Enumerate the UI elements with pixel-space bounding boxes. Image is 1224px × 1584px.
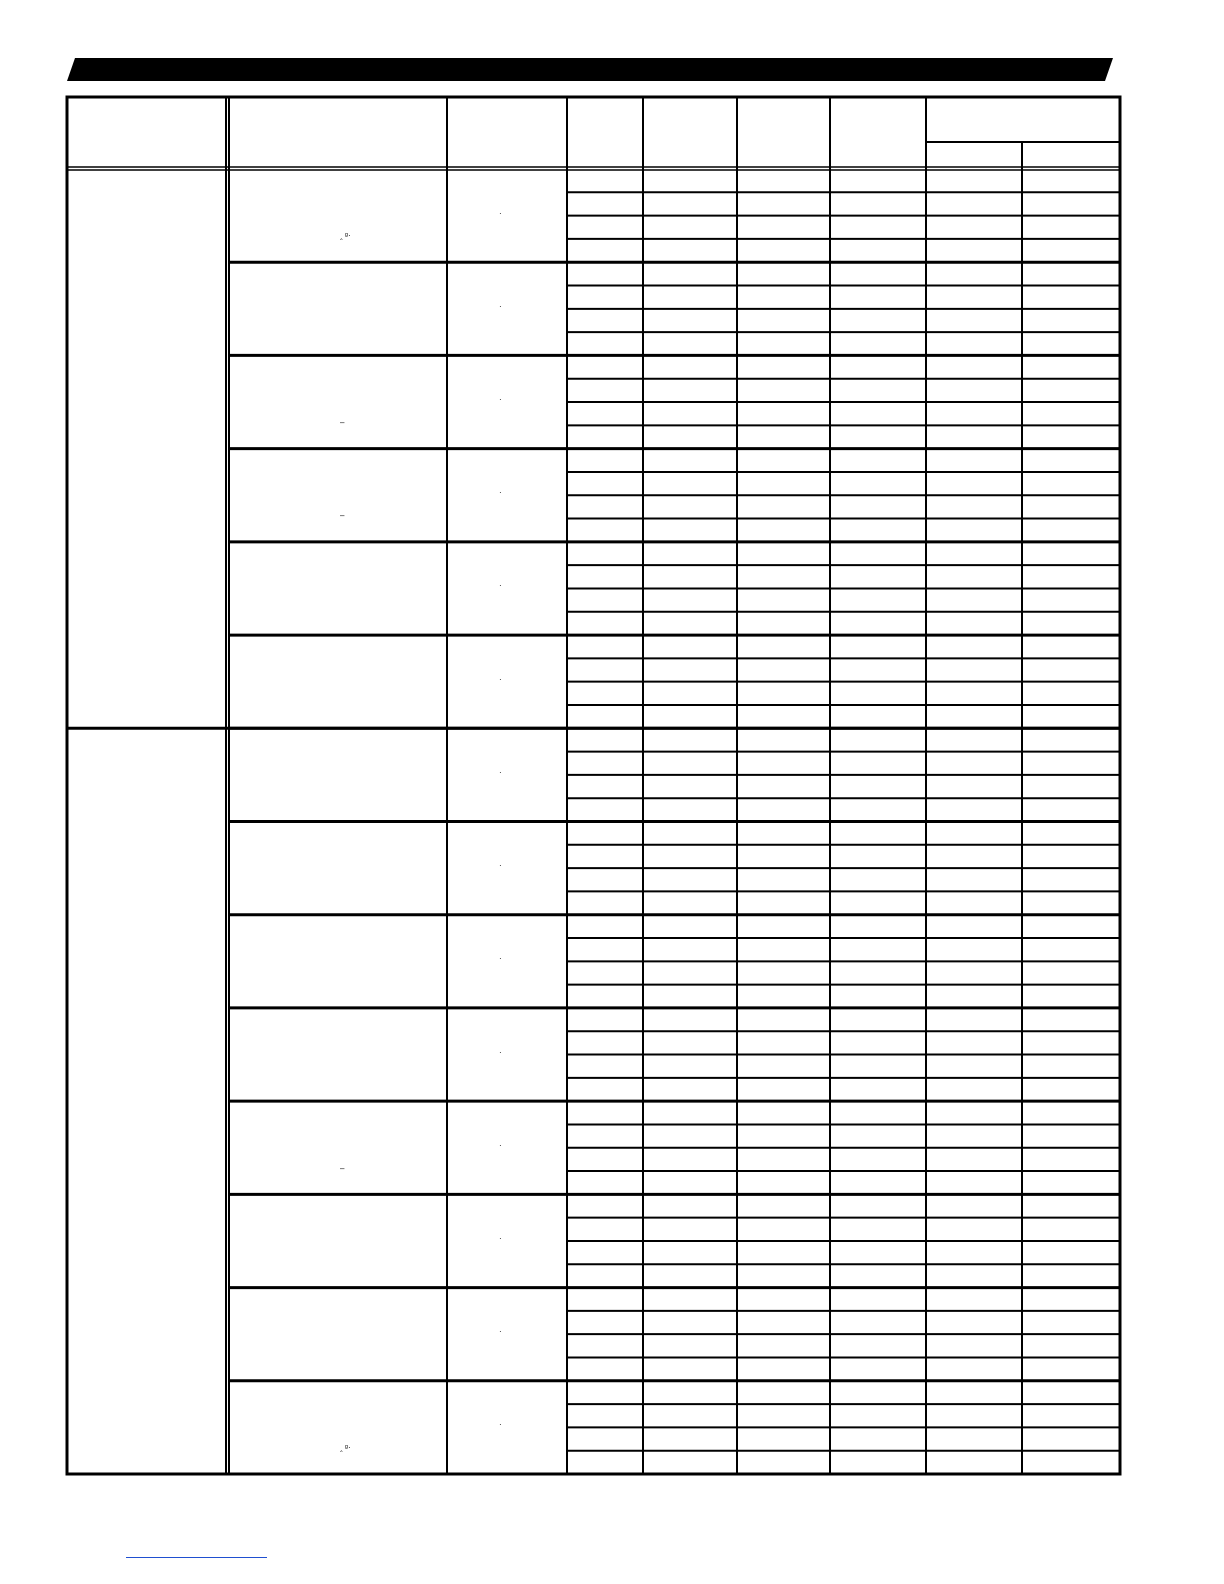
cell-mark: · bbox=[499, 861, 502, 871]
cell-mark: · bbox=[499, 767, 502, 777]
cell-mark: · bbox=[499, 674, 502, 684]
footer-link[interactable] bbox=[126, 1557, 267, 1558]
cell-mark: · bbox=[499, 1327, 502, 1337]
cell-mark: · bbox=[499, 301, 502, 311]
cell-mark: ‸ ᵍ· bbox=[340, 1443, 351, 1453]
cell-mark: · bbox=[499, 208, 502, 218]
cell-mark: · bbox=[499, 1233, 502, 1243]
cell-mark: ‸ ᵍ· bbox=[340, 231, 351, 241]
cell-mark: – bbox=[340, 1163, 345, 1173]
cell-mark: · bbox=[499, 954, 502, 964]
cell-mark: – bbox=[340, 511, 345, 521]
cell-mark: · bbox=[499, 1140, 502, 1150]
cell-mark: · bbox=[499, 488, 502, 498]
cell-mark: · bbox=[499, 1420, 502, 1430]
cell-mark: · bbox=[499, 1047, 502, 1057]
cell-mark: · bbox=[499, 395, 502, 405]
cell-mark: – bbox=[340, 417, 345, 427]
cell-mark: · bbox=[499, 581, 502, 591]
table-border bbox=[67, 97, 1120, 1474]
